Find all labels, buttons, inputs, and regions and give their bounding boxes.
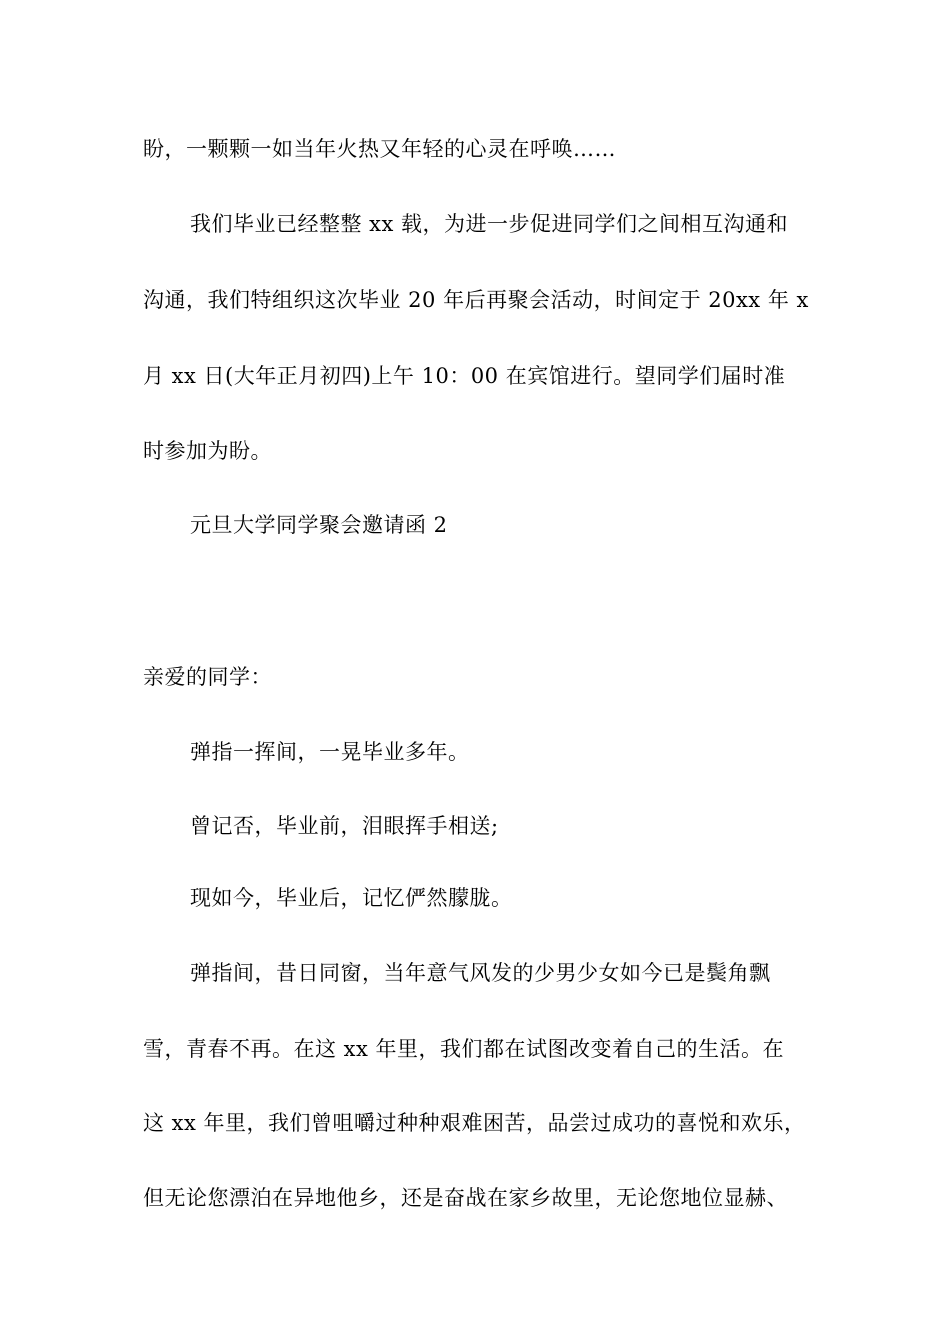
text-line: 弹指间，昔日同窗，当年意气风发的少男少女如今已是鬓角飘 [190,961,771,985]
text-line: 曾记否，毕业前，泪眼挥手相送; [190,814,499,838]
section-heading: 元旦大学同学聚会邀请函 2 [190,513,448,537]
text-line: 盼，一颗颗一如当年火热又年轻的心灵在呼唤…… [143,137,616,161]
text-line: 但无论您漂泊在异地他乡，还是奋战在家乡故里，无论您地位显赫、 [143,1186,788,1210]
text-line: 我们毕业已经整整 xx 载，为进一步促进同学们之间相互沟通和 [190,212,789,236]
text-line: 弹指一挥间，一晃毕业多年。 [190,740,470,764]
text-line: 时参加为盼。 [143,439,272,463]
salutation: 亲爱的同学： [143,665,272,689]
text-line: 现如今，毕业后，记忆俨然朦胧。 [190,886,513,910]
text-line: 这 xx 年里，我们曾咀嚼过种种艰难困苦，品尝过成功的喜悦和欢乐， [143,1111,806,1135]
text-line: 雪，青春不再。在这 xx 年里，我们都在试图改变着自己的生活。在 [143,1037,785,1061]
text-line: 沟通，我们特组织这次毕业 20 年后再聚会活动，时间定于 20xx 年 x [143,288,809,312]
text-line: 月 xx 日(大年正月初四)上午 10：00 在宾馆进行。望同学们届时准 [143,364,786,388]
